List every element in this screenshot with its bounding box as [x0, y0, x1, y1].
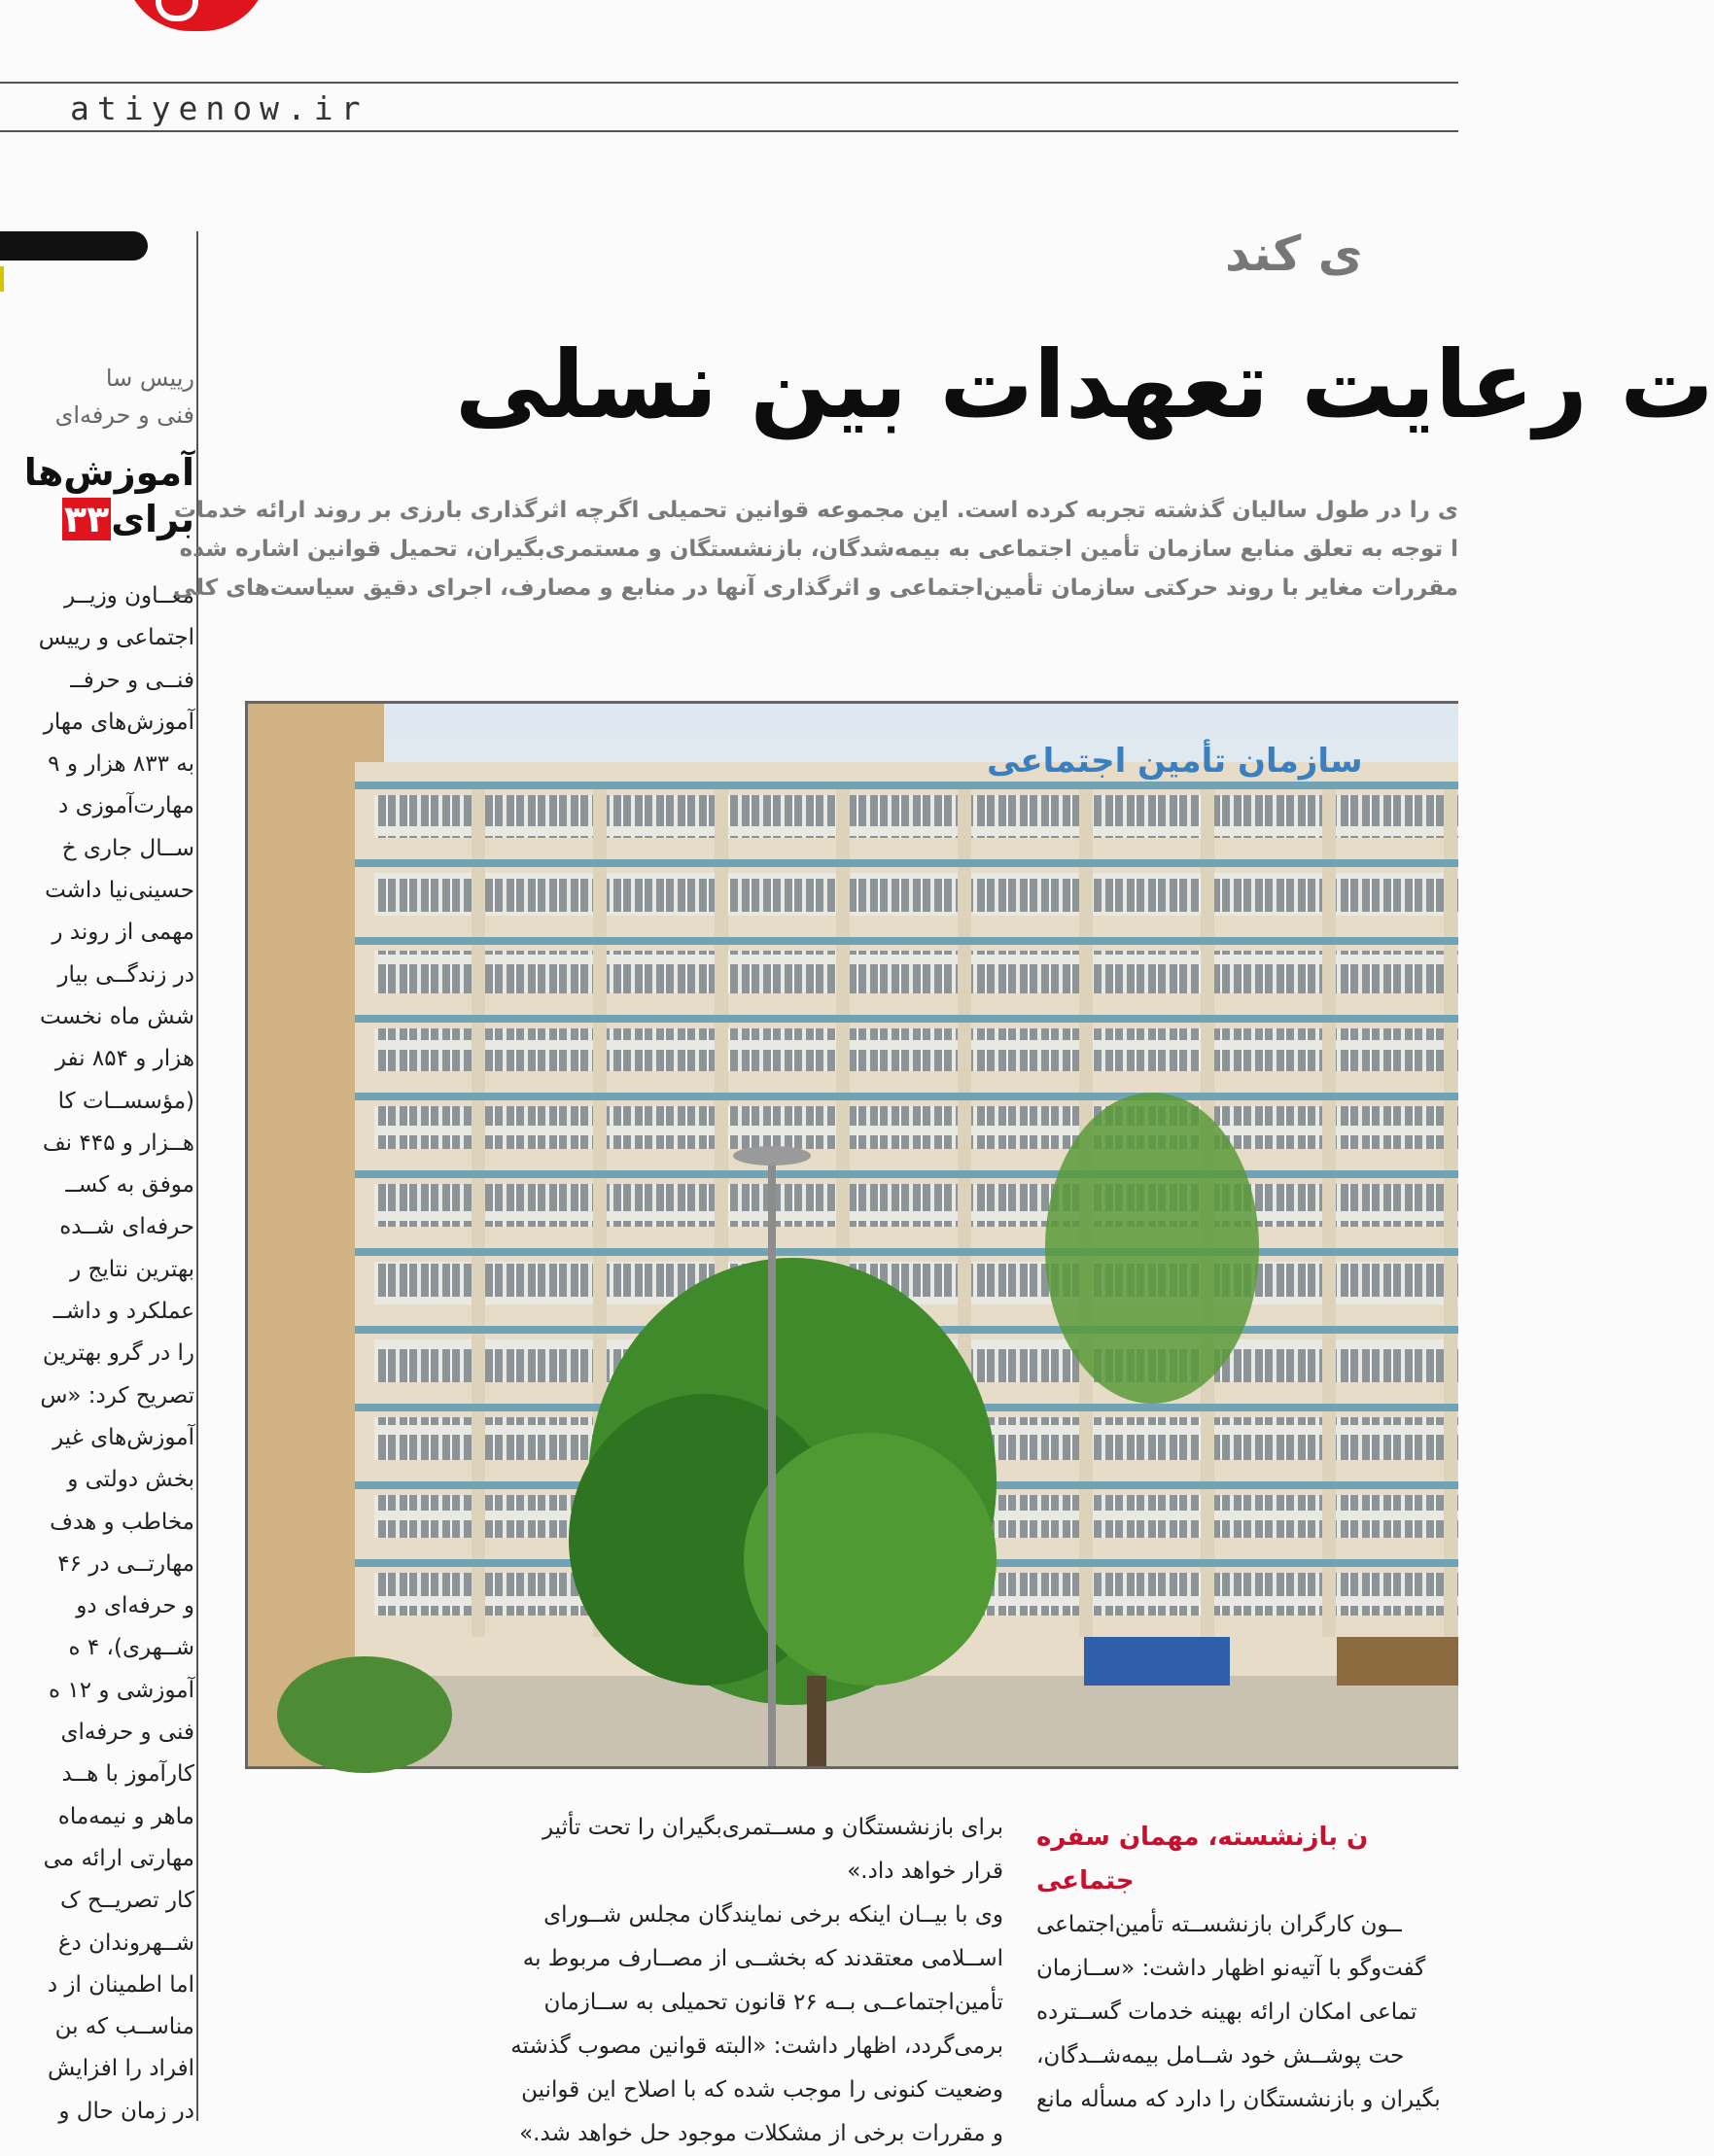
left-article-kicker: رییس سا فنی و حرفه‌ای: [54, 365, 194, 429]
left-body-line: مهارتــی در ۴۶: [57, 1550, 194, 1577]
right-column: [1036, 1816, 1458, 2122]
left-body-line: کار تصریــح ک: [59, 1888, 194, 1914]
left-body-line: حسینی‌نیا داشت: [45, 878, 194, 904]
building-photo: [245, 701, 1458, 1769]
left-body-line: مناســب که بن: [54, 2014, 194, 2040]
building-sign: سازمان تأمین اجتماعی: [987, 742, 1363, 781]
left-body-line: مهارت‌آموزی د: [58, 793, 194, 819]
left-body-line: (مؤسســات کا: [57, 1088, 194, 1114]
main-article-lead: ی را در طول سالیان گذشته تجربه کرده است. این مجموعه قوانین تحمیلی اگرچه اثرگذاری بارزی بر روند ارائه خدمات ا توجه به تعلق منابع سازمان تأمین اجتماعی به بیمه‌شدگان، بازنشستگان و مستمری‌بگیران، تحمیل قوانین اشاره شده مقررات مغایر با روند حرکتی سازمان تأمین‌اجتماعی و اثرگذاری آنها در منابع و مصارف، اجرای دقیق سیاست‌های کلی: [173, 498, 1458, 601]
left-body-line: آموزشی و ۱۲ ه: [49, 1677, 194, 1703]
left-body-line: بهترین نتایج ر: [70, 1256, 194, 1282]
left-body-line: آموزش‌های غیر: [52, 1424, 194, 1450]
right-column-subtitle: ن بازنشسته، مهمان سفره جتماعی: [1036, 1823, 1369, 1895]
main-article-kicker: ی کند: [1225, 226, 1363, 282]
left-body-line: هزار و ۸۵۴ نفر: [54, 1046, 194, 1072]
publication-logo: [124, 0, 268, 31]
left-body-line: در زمان حال و: [58, 2098, 194, 2124]
left-body-line: اما اطمینان از د: [47, 1971, 194, 1998]
left-body-line: و حرفه‌ای دو: [76, 1593, 194, 1619]
masthead-rule: [0, 82, 1458, 84]
left-body-line: مهارتی ارائه می: [43, 1845, 194, 1871]
left-body-line: کارآموز با هــد: [61, 1761, 194, 1788]
left-body-line: مخاطب و هدف: [50, 1509, 194, 1535]
left-body-line: بخش دولتی و: [67, 1467, 194, 1493]
masthead-rule-bottom: [0, 130, 1458, 132]
left-body-line: در زندگــی بیار: [57, 961, 194, 988]
left-body-line: ماهر و نیمه‌ماه: [57, 1803, 194, 1829]
left-article-body: [0, 575, 194, 2133]
left-body-line: عملکرد و داشــ: [52, 1299, 194, 1325]
left-article-title: آموزش‌ها برای۳۳: [23, 451, 194, 540]
left-body-line: به ۸۳۳ هزار و ۹: [48, 751, 194, 778]
left-body-line: فنی و حرفه‌ای: [60, 1720, 194, 1746]
left-body-line: حرفه‌ای شــده: [59, 1214, 194, 1240]
site-url: atiyenow.ir: [70, 89, 368, 127]
left-body-line: شش ماه نخست: [40, 1003, 194, 1029]
mid-column-text: برای بازنشستگان و مســتمری‌بگیران را تحت تأثیر قرار خواهد داد.» وی با بیــان اینکه برخی نمایندگان مجلس شــورای اســلامی معتقدند که بخشــی از مصــارف مربوط به تأمین‌اجتماعــی بــه ۲۶ قانون تحمیلی به ســازمان برمی‌گردد، اظهار داشت: «البته قوانین مصوب گذشته وضعیت کنونی را موجب شده که با اصلاح این قوانین و مقررات برخی از مشکلات موجود حل خواهد شد.»: [510, 1815, 1003, 2146]
title-highlight: ۳۳: [63, 498, 110, 540]
left-body-line: شــهروندان دغ: [57, 1930, 194, 1956]
right-column-body: ــون کارگران بازنشســته تأمین‌اجتماعی گفت‌وگو با آتیه‌نو اظهار داشت: «ســازمان تماعی امکان ارائه بهینه خدمات گســترده حت پوشــش خود شــامل بیمه‌شــدگان، بگیران و بازنشستگان را دارد که مسأله مانع: [1036, 1912, 1441, 2112]
left-body-line: اجتماعی و رییس: [38, 625, 194, 651]
left-body-line: هــزار و ۴۴۵ نف: [42, 1130, 194, 1156]
section-bar: [0, 231, 148, 261]
left-body-line: موفق به کســ: [65, 1172, 194, 1199]
left-body-line: فنــی و حرفــ: [70, 667, 194, 693]
left-body-line: تصریح کرد: «س: [40, 1382, 194, 1408]
left-body-line: را در گرو بهترین: [42, 1340, 194, 1367]
left-body-line: شــهری)، ۴ ه: [68, 1635, 194, 1661]
left-body-line: مهمی از روند ر: [52, 920, 194, 946]
left-body-line: افراد را افزایش: [47, 2056, 194, 2082]
left-body-line: ســال جاری خ: [61, 835, 194, 861]
main-article-title: ت رعایت تعهدات بین نسلی: [455, 330, 1714, 439]
left-body-line: معــاون وزیــر: [64, 583, 194, 609]
section-marker: [0, 266, 4, 292]
left-body-line: آموزش‌های مهار: [43, 709, 194, 735]
